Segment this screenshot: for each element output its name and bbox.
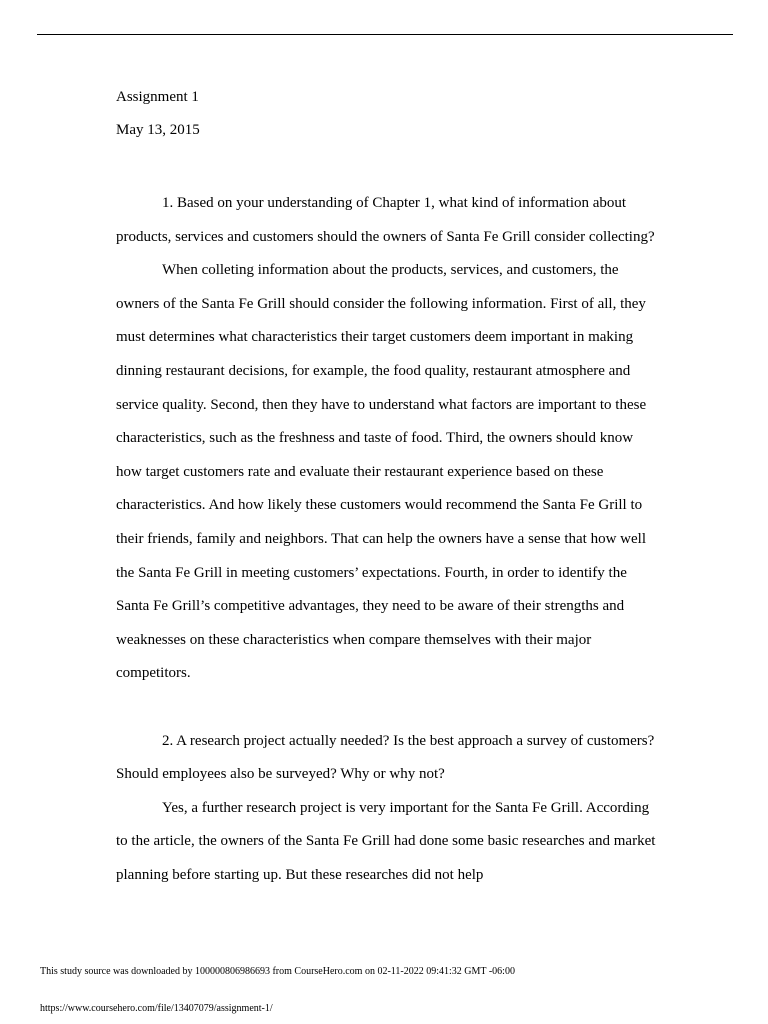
- answer-2: Yes, a further research project is very important for the Santa Fe Grill. According to the article, the owners of the Santa Fe Grill had done some basic researches and market planning before starting up. But these researches did not help: [116, 799, 656, 883]
- question-2: 2. A research project actually needed? Is the best approach a survey of customers? Should employees also be surveyed? Why or why not?: [116, 732, 655, 783]
- source-url-link[interactable]: https://www.coursehero.com/file/13407079/assignment-1/: [40, 1003, 273, 1014]
- assignment-title: Assignment 1: [116, 89, 199, 105]
- question-1: 1. Based on your understanding of Chapter 1, what kind of information about products, services and customers should the owners of Santa Fe Grill consider collecting?: [116, 195, 655, 245]
- assignment-date: May 13, 2015: [116, 122, 200, 138]
- download-source-note: This study source was downloaded by 100000806986693 from CourseHero.com on 02-11-2022 09:41:32 GMT -06:00: [40, 966, 515, 977]
- document-body: [116, 187, 656, 892]
- header-rule: [37, 34, 733, 35]
- section-spacer: [116, 691, 656, 725]
- answer-1: When colleting information about the products, services, and customers, the owners of the Santa Fe Grill should consider the following information. First of all, they must determines what characteristics their target customers deem important in making dinning restaurant decisions, for example, the food quality, restaurant atmosphere and service quality. Second, then they have to understand what factors are important to these characteristics, such as the freshness and taste of food. Third, the owners should know how target customers rate and evaluate their restaurant experience based on these characteristics. And how likely these customers would recommend the Santa Fe Grill to their friends, family and neighbors. That can help the owners have a sense that how well the Santa Fe Grill in meeting customers’ expectations. Fourth, in order to identify the Santa Fe Grill’s competitive advantages, they need to be aware of their strengths and weaknesses on these characteristics when compare themselves with their major competitors.: [116, 262, 647, 682]
